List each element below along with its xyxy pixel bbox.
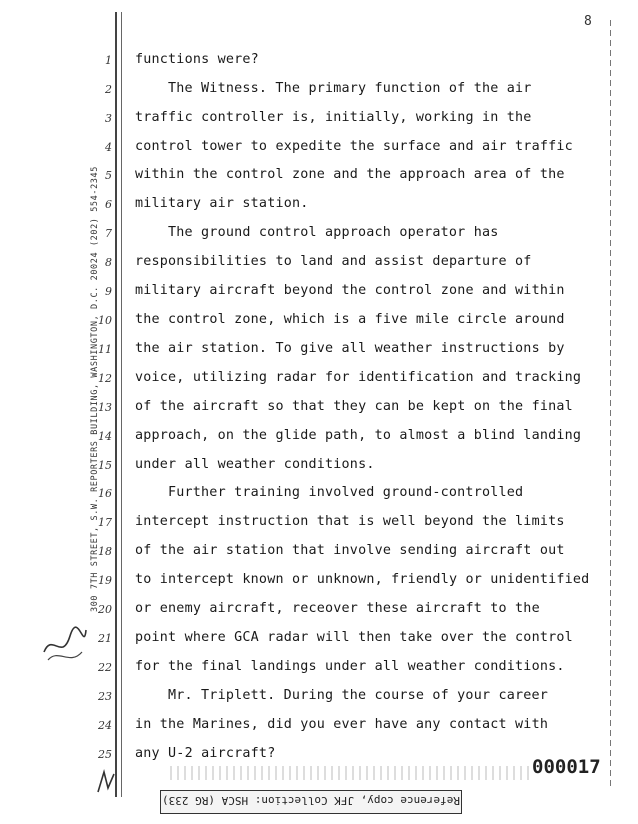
reporter-address-stamp: 300 7TH STREET, S.W. REPORTERS BUILDING, WASHINGTON, D.C. 20024 (202) 554-2345 (90, 166, 100, 612)
scan-smudge (170, 766, 530, 780)
transcript-line: of the air station that involve sending aircraft out (135, 543, 565, 558)
line-number: 13 (98, 401, 112, 414)
line-number: 5 (105, 169, 112, 182)
transcript-line: the air station. To give all weather instructions by (135, 341, 565, 356)
line-number: 7 (105, 227, 112, 240)
transcript-line: Further training involved ground-controlled (168, 485, 524, 500)
line-number: 9 (105, 285, 112, 298)
transcript-line: point where GCA radar will then take over the control (135, 630, 573, 645)
transcript-line: voice, utilizing radar for identification and tracking (135, 370, 582, 385)
line-number: 8 (105, 256, 112, 269)
line-number: 14 (98, 430, 112, 443)
document-control-number: 000017 (532, 756, 601, 778)
line-number: 12 (98, 372, 112, 385)
page-number: 8 (584, 14, 592, 29)
transcript-line: Mr. Triplett. During the course of your career (168, 688, 549, 703)
reference-copy-text: Reference copy, JFK Collection: HSCA (RG 233) (162, 794, 461, 807)
transcript-line: traffic controller is, initially, working in the (135, 110, 532, 125)
line-number: 3 (105, 112, 112, 125)
transcript-line: military aircraft beyond the control zone and within (135, 283, 565, 298)
left-margin-rule-inner (121, 12, 122, 797)
line-number: 17 (98, 516, 112, 529)
transcript-line: for the final landings under all weather conditions. (135, 659, 565, 674)
line-number: 2 (105, 83, 112, 96)
transcript-line: responsibilities to land and assist departure of (135, 254, 532, 269)
transcript-line: The Witness. The primary function of the air (168, 81, 532, 96)
line-number: 25 (98, 748, 112, 761)
scribble-mark-icon (96, 768, 118, 796)
line-number: 15 (98, 459, 112, 472)
transcript-line: or enemy aircraft, receover these aircraft to the (135, 601, 540, 616)
line-number: 24 (98, 719, 112, 732)
transcript-line: under all weather conditions. (135, 457, 375, 472)
transcript-line: control tower to expedite the surface and air traffic (135, 139, 573, 154)
reference-copy-stamp (160, 790, 462, 814)
line-number: 19 (98, 574, 112, 587)
line-number: 20 (98, 603, 112, 616)
handwritten-mark-icon (40, 622, 90, 668)
line-number: 21 (98, 632, 112, 645)
line-number: 1 (105, 54, 112, 67)
transcript-line: any U-2 aircraft? (135, 746, 276, 761)
line-number: 16 (98, 487, 112, 500)
line-number: 10 (98, 314, 112, 327)
right-margin-rule (610, 20, 611, 790)
line-number: 23 (98, 690, 112, 703)
transcript-line: to intercept known or unknown, friendly or unidentified (135, 572, 590, 587)
line-number: 22 (98, 661, 112, 674)
line-number: 6 (105, 198, 112, 211)
left-margin-rule (115, 12, 117, 797)
transcript-line: functions were? (135, 52, 259, 67)
transcript-line: approach, on the glide path, to almost a blind landing (135, 428, 582, 443)
transcript-line: of the aircraft so that they can be kept on the final (135, 399, 573, 414)
transcript-line: in the Marines, did you ever have any contact with (135, 717, 549, 732)
line-number: 11 (98, 343, 112, 356)
line-number: 4 (105, 141, 112, 154)
transcript-line: within the control zone and the approach area of the (135, 167, 565, 182)
transcript-line: military air station. (135, 196, 309, 211)
transcript-line: The ground control approach operator has (168, 225, 499, 240)
transcript-line: intercept instruction that is well beyond the limits (135, 514, 565, 529)
line-number: 18 (98, 545, 112, 558)
transcript-line: the control zone, which is a five mile circle around (135, 312, 565, 327)
